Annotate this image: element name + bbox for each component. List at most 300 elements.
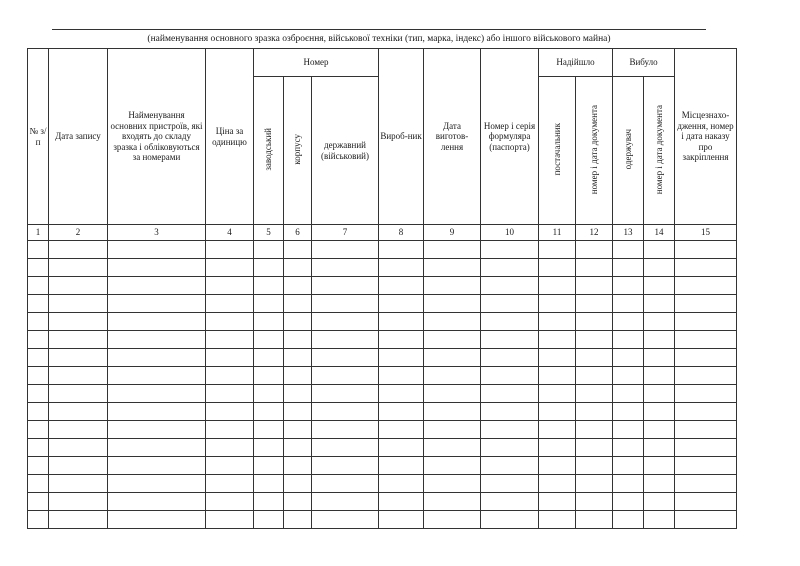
table-cell[interactable] [644,493,675,511]
table-cell[interactable] [284,493,312,511]
table-cell[interactable] [481,439,539,457]
table-cell[interactable] [28,241,49,259]
col-header-body-text: корпусу [292,133,303,165]
caption-line [52,29,706,30]
table-cell[interactable] [254,385,284,403]
table-cell[interactable] [312,403,379,421]
column-number: 4 [206,225,254,241]
table-cell[interactable] [481,241,539,259]
table-cell[interactable] [644,277,675,295]
table-row [28,367,737,385]
table-cell[interactable] [424,241,481,259]
col-group-left-text: Вибуло [629,57,658,68]
table-cell[interactable] [108,403,206,421]
table-cell[interactable] [49,511,108,529]
table-cell[interactable] [379,403,424,421]
col-header-name [108,49,206,225]
table-cell[interactable] [379,259,424,277]
table-cell[interactable] [284,277,312,295]
table-cell[interactable] [613,385,644,403]
table-cell[interactable] [481,331,539,349]
table-cell[interactable] [108,367,206,385]
table-cell[interactable] [675,277,737,295]
table-cell[interactable] [424,421,481,439]
table-cell[interactable] [49,385,108,403]
table-row [28,457,737,475]
table-cell[interactable] [108,277,206,295]
table-cell[interactable] [284,457,312,475]
table-cell[interactable] [284,331,312,349]
col-header-num [28,49,49,225]
table-cell[interactable] [284,349,312,367]
table-cell[interactable] [576,439,613,457]
table-cell[interactable] [206,511,254,529]
table-cell[interactable] [644,421,675,439]
table-cell[interactable] [379,421,424,439]
table-cell[interactable] [424,277,481,295]
table-cell[interactable] [644,367,675,385]
col-header-formular-text: Номер і серія формуляра (паспорта) [483,120,536,152]
table-cell[interactable] [481,493,539,511]
table-cell[interactable] [576,385,613,403]
table-cell[interactable] [481,385,539,403]
column-number: 14 [644,225,675,241]
table-cell[interactable] [49,241,108,259]
table-cell[interactable] [254,403,284,421]
table-cell[interactable] [312,385,379,403]
table-cell[interactable] [28,331,49,349]
table-cell[interactable] [613,403,644,421]
table-cell[interactable] [254,475,284,493]
table-cell[interactable] [644,295,675,313]
column-number: 7 [312,225,379,241]
table-row [28,349,737,367]
table-cell[interactable] [539,313,576,331]
col-header-supplier [539,77,576,225]
table-cell[interactable] [108,511,206,529]
table-cell[interactable] [613,439,644,457]
table-cell[interactable] [675,241,737,259]
table-cell[interactable] [675,511,737,529]
col-header-left-doc-text: номер і дата документа [653,104,664,194]
table-cell[interactable] [108,385,206,403]
table-cell[interactable] [49,403,108,421]
col-group-received-text: Надійшло [556,57,595,68]
table-cell[interactable] [312,241,379,259]
table-cell[interactable] [539,295,576,313]
table-cell[interactable] [108,475,206,493]
table-cell[interactable] [481,403,539,421]
table-cell[interactable] [576,331,613,349]
table-cell[interactable] [481,277,539,295]
table-row [28,493,737,511]
table-cell[interactable] [379,475,424,493]
table-cell[interactable] [481,349,539,367]
table-cell[interactable] [28,295,49,313]
table-cell[interactable] [28,439,49,457]
table-cell[interactable] [254,349,284,367]
table-cell[interactable] [539,259,576,277]
table-cell[interactable] [379,277,424,295]
table-cell[interactable] [206,493,254,511]
table-cell[interactable] [379,313,424,331]
table-cell[interactable] [108,331,206,349]
table-cell[interactable] [613,475,644,493]
table-cell[interactable] [28,403,49,421]
table-cell[interactable] [284,295,312,313]
table-cell[interactable] [481,295,539,313]
col-header-factory-text: заводський [263,127,274,171]
table-cell[interactable] [49,277,108,295]
table-cell[interactable] [49,349,108,367]
col-header-formular [481,49,539,225]
table-row [28,439,737,457]
table-cell[interactable] [108,493,206,511]
table-cell[interactable] [576,511,613,529]
table-cell[interactable] [644,511,675,529]
table-cell[interactable] [675,349,737,367]
table-cell[interactable] [675,259,737,277]
table-cell[interactable] [206,367,254,385]
table-cell[interactable] [254,367,284,385]
table-cell[interactable] [613,421,644,439]
table-cell[interactable] [424,493,481,511]
column-number: 3 [108,225,206,241]
col-header-num-text: № з/п [29,126,47,147]
table-cell[interactable] [108,421,206,439]
table-cell[interactable] [481,511,539,529]
table-cell[interactable] [206,277,254,295]
table-cell[interactable] [312,475,379,493]
col-header-left-doc [644,77,675,225]
table-row [28,331,737,349]
table-cell[interactable] [49,457,108,475]
table-cell[interactable] [379,295,424,313]
table-cell[interactable] [644,439,675,457]
col-header-price [206,49,254,225]
table-cell[interactable] [312,277,379,295]
col-group-received [539,49,613,77]
table-cell[interactable] [613,349,644,367]
table-cell[interactable] [576,313,613,331]
col-header-body [284,77,312,225]
table-cell[interactable] [424,259,481,277]
table-cell[interactable] [644,349,675,367]
table-cell[interactable] [675,457,737,475]
table-cell[interactable] [675,295,737,313]
table-cell[interactable] [613,493,644,511]
table-cell[interactable] [312,439,379,457]
table-cell[interactable] [379,493,424,511]
table-cell[interactable] [254,331,284,349]
col-header-date-text: Дата запису [55,131,101,142]
table-cell[interactable] [254,493,284,511]
table-cell[interactable] [539,457,576,475]
table-cell[interactable] [424,295,481,313]
table-cell[interactable] [206,385,254,403]
table-cell[interactable] [312,295,379,313]
table-cell[interactable] [312,313,379,331]
table-cell[interactable] [379,241,424,259]
table-cell[interactable] [108,259,206,277]
table-cell[interactable] [28,493,49,511]
table-cell[interactable] [49,295,108,313]
table-cell[interactable] [206,313,254,331]
table-cell[interactable] [539,511,576,529]
column-number: 6 [284,225,312,241]
table-cell[interactable] [576,493,613,511]
table-cell[interactable] [206,457,254,475]
table-cell[interactable] [576,403,613,421]
table-cell[interactable] [539,367,576,385]
table-cell[interactable] [539,493,576,511]
table-cell[interactable] [675,385,737,403]
table-cell[interactable] [28,349,49,367]
table-cell[interactable] [424,313,481,331]
table-cell[interactable] [481,367,539,385]
col-header-name-text: Найменування основних пристроїв, які входять до складу зразка і обліковуються за номерами [110,110,203,163]
table-cell[interactable] [675,493,737,511]
table-cell[interactable] [28,457,49,475]
table-cell[interactable] [254,313,284,331]
table-cell[interactable] [284,475,312,493]
table-cell[interactable] [108,457,206,475]
table-cell[interactable] [613,295,644,313]
table-cell[interactable] [675,475,737,493]
table-cell[interactable] [284,313,312,331]
table-cell[interactable] [206,349,254,367]
table-cell[interactable] [539,349,576,367]
col-header-date [49,49,108,225]
table-cell[interactable] [284,259,312,277]
table-cell[interactable] [312,511,379,529]
table-cell[interactable] [424,403,481,421]
column-number: 15 [675,225,737,241]
table-cell[interactable] [424,439,481,457]
table-cell[interactable] [206,331,254,349]
column-number: 10 [481,225,539,241]
table-cell[interactable] [675,421,737,439]
table-cell[interactable] [254,439,284,457]
table-cell[interactable] [49,493,108,511]
table-cell[interactable] [675,331,737,349]
table-cell[interactable] [206,295,254,313]
col-header-recipient [613,77,644,225]
table-cell[interactable] [379,511,424,529]
col-header-made-date-text: Дата виготов-лення [435,120,469,152]
col-header-maker-text: Вироб-ник [380,131,422,142]
table-cell[interactable] [675,313,737,331]
table-cell[interactable] [675,439,737,457]
table-cell[interactable] [613,367,644,385]
table-row [28,241,737,259]
table-cell[interactable] [284,385,312,403]
table-row [28,511,737,529]
col-header-recipient-text: одержувач [622,129,633,170]
table-cell[interactable] [539,241,576,259]
table-cell[interactable] [379,439,424,457]
table-cell[interactable] [379,331,424,349]
table-cell[interactable] [379,457,424,475]
table-cell[interactable] [613,241,644,259]
table-cell[interactable] [613,277,644,295]
table-cell[interactable] [108,241,206,259]
table-cell[interactable] [254,511,284,529]
table-cell[interactable] [613,331,644,349]
table-cell[interactable] [206,403,254,421]
table-cell[interactable] [108,439,206,457]
table-cell[interactable] [284,403,312,421]
table-cell[interactable] [539,475,576,493]
table-cell[interactable] [576,277,613,295]
column-number: 1 [28,225,49,241]
table-cell[interactable] [576,259,613,277]
column-number: 5 [254,225,284,241]
col-header-maker [379,49,424,225]
table-cell[interactable] [312,331,379,349]
table-cell[interactable] [644,403,675,421]
table-cell[interactable] [28,367,49,385]
col-group-left [613,49,675,77]
table-cell[interactable] [28,277,49,295]
col-header-price-text: Ціна за одиницю [212,126,247,147]
table-cell[interactable] [644,241,675,259]
table-cell[interactable] [613,313,644,331]
col-header-supplier-text: постачальник [551,123,562,176]
table-cell[interactable] [481,313,539,331]
table-cell[interactable] [424,331,481,349]
table-cell[interactable] [28,313,49,331]
table-cell[interactable] [576,475,613,493]
column-number: 11 [539,225,576,241]
table-cell[interactable] [644,385,675,403]
table-cell[interactable] [539,403,576,421]
col-header-location [675,49,737,225]
table-cell[interactable] [644,457,675,475]
table-cell[interactable] [675,367,737,385]
table-cell[interactable] [481,421,539,439]
table-cell[interactable] [28,385,49,403]
table-cell[interactable] [206,475,254,493]
table-cell[interactable] [28,475,49,493]
table-cell[interactable] [539,385,576,403]
table-cell[interactable] [644,313,675,331]
column-number: 2 [49,225,108,241]
table-cell[interactable] [284,421,312,439]
table-cell[interactable] [49,367,108,385]
table-cell[interactable] [424,349,481,367]
table-row [28,313,737,331]
table-cell[interactable] [424,457,481,475]
col-header-state [312,77,379,225]
table-cell[interactable] [254,295,284,313]
table-cell[interactable] [49,331,108,349]
table-cell[interactable] [206,439,254,457]
table-row [28,295,737,313]
table-cell[interactable] [539,331,576,349]
table-cell[interactable] [379,349,424,367]
table-cell[interactable] [28,421,49,439]
table-cell[interactable] [312,421,379,439]
col-header-factory [254,77,284,225]
table-cell[interactable] [613,457,644,475]
col-group-number [254,49,379,77]
table-cell[interactable] [644,475,675,493]
table-cell[interactable] [206,421,254,439]
col-header-made-date [424,49,481,225]
table-cell[interactable] [284,439,312,457]
table-cell[interactable] [49,259,108,277]
table-cell[interactable] [539,421,576,439]
table-cell[interactable] [613,259,644,277]
table-cell[interactable] [481,457,539,475]
table-cell[interactable] [644,259,675,277]
table-cell[interactable] [312,367,379,385]
table-cell[interactable] [108,349,206,367]
table-cell[interactable] [576,241,613,259]
table-cell[interactable] [254,421,284,439]
table-cell[interactable] [254,457,284,475]
form-caption: (найменування основного зразка озброєння, військової техніки (тип, марка, індекс) або іншого військового майна) [147,34,611,44]
table-cell[interactable] [312,349,379,367]
table-cell[interactable] [576,295,613,313]
table-cell[interactable] [284,367,312,385]
table-cell[interactable] [379,367,424,385]
table-cell[interactable] [49,475,108,493]
table-cell[interactable] [613,511,644,529]
table-cell[interactable] [206,259,254,277]
table-cell[interactable] [108,295,206,313]
table-cell[interactable] [254,277,284,295]
table-cell[interactable] [284,511,312,529]
table-cell[interactable] [49,439,108,457]
table-cell[interactable] [576,367,613,385]
table-cell[interactable] [644,331,675,349]
table-cell[interactable] [481,259,539,277]
table-cell[interactable] [28,259,49,277]
col-header-location-text: Місцезнахо-дження, номер і дата наказу про закріплення [677,110,734,163]
table-cell[interactable] [312,259,379,277]
table-cell[interactable] [379,385,424,403]
table-cell[interactable] [481,475,539,493]
table-cell[interactable] [424,385,481,403]
table-cell[interactable] [49,421,108,439]
table-cell[interactable] [312,493,379,511]
table-cell[interactable] [576,421,613,439]
table-cell[interactable] [206,241,254,259]
column-number: 9 [424,225,481,241]
table-cell[interactable] [424,511,481,529]
column-number: 13 [613,225,644,241]
table-cell[interactable] [576,457,613,475]
table-cell[interactable] [539,439,576,457]
table-cell[interactable] [576,349,613,367]
table-cell[interactable] [254,241,284,259]
table-cell[interactable] [675,403,737,421]
table-row [28,475,737,493]
table-cell[interactable] [49,313,108,331]
table-cell[interactable] [284,241,312,259]
table-cell[interactable] [254,259,284,277]
table-cell[interactable] [424,367,481,385]
table-row [28,403,737,421]
table-cell[interactable] [424,475,481,493]
table-cell[interactable] [28,511,49,529]
column-number-row [28,225,737,241]
table-cell[interactable] [108,313,206,331]
table-cell[interactable] [539,277,576,295]
table-cell[interactable] [312,457,379,475]
